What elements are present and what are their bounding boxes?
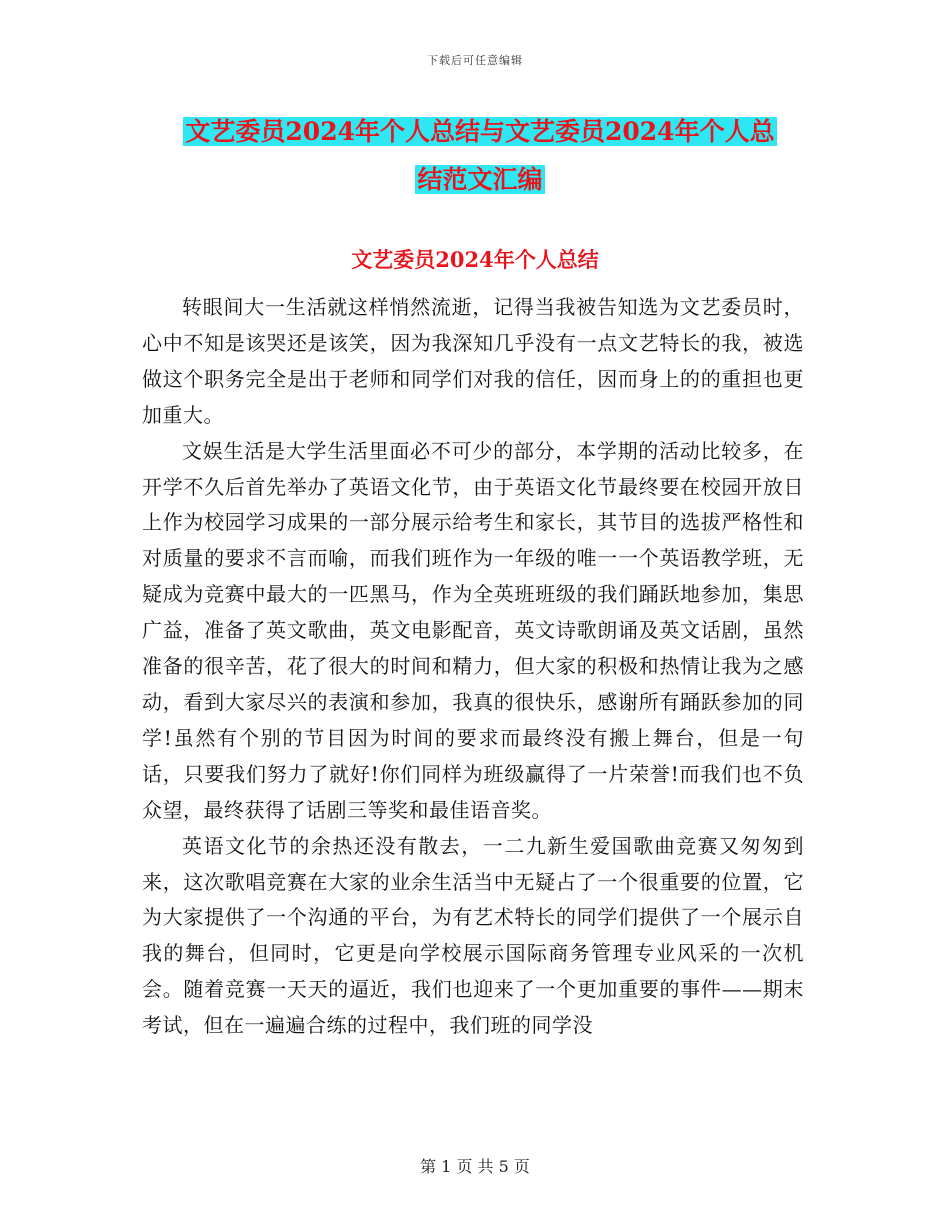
- page-footer: 第 1 页 共 5 页: [420, 1157, 530, 1176]
- document-title: [140, 108, 820, 204]
- document-body: [142, 290, 804, 1044]
- title-line-2: 结范文汇编: [417, 165, 543, 194]
- paragraph-1: 转眼间大一生活就这样悄然流逝，记得当我被告知选为文艺委员时，心中不知是该哭还是该笑，因为我深知几乎没有一点文艺特长的我，被选做这个职务完全是出于老师和同学们对我的信任，因而身上的的重担也更加重大。: [142, 295, 804, 427]
- title-line-1: 文艺委员2024年个人总结与文艺委员2024年个人总: [185, 117, 775, 146]
- paragraph-2: 文娱生活是大学生活里面必不可少的部分，本学期的活动比较多，在开学不久后首先举办了英语文化节，由于英语文化节最终要在校园开放日上作为校园学习成果的一部分展示给考生和家长，其节目的选拔严格性和对质量的要求不言而喻，而我们班作为一年级的唯一一个英语教学班，无疑成为竞赛中最大的一匹黑马，作为全英班班级的我们踊跃地参加，集思广益，准备了英文歌曲，英文电影配音，英文诗歌朗诵及英文话剧，虽然准备的很辛苦，花了很大的时间和精力，但大家的积极和热情让我为之感动，看到大家尽兴的表演和参加，我真的很快乐，感谢所有踊跃参加的同学!虽然有个别的节目因为时间的要求而最终没有搬上舞台，但是一句话，只要我们努力了就好!你们同样为班级赢得了一片荣誉!而我们也不负众望，最终获得了话剧三等奖和最佳语音奖。: [142, 438, 804, 822]
- section-title: 文艺委员2024年个人总结: [351, 247, 599, 272]
- paragraph-3: 英语文化节的余热还没有散去，一二九新生爱国歌曲竞赛又匆匆到来，这次歌唱竞赛在大家的业余生活当中无疑占了一个很重要的位置，它为大家提供了一个沟通的平台，为有艺术特长的同学们提供了一个展示自我的舞台，但同时，它更是向学校展示国际商务管理专业风采的一次机会。随着竞赛一天天的逼近，我们也迎来了一个更加重要的事件——期末考试，但在一遍遍合练的过程中，我们班的同学没: [142, 833, 804, 1038]
- page-header: 下载后可任意编辑: [427, 54, 523, 67]
